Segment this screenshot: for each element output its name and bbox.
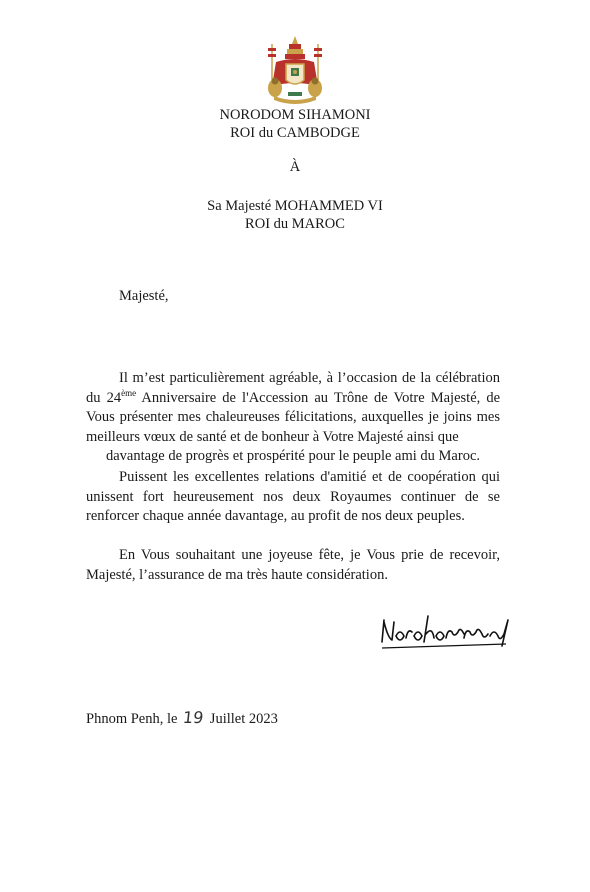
paragraph-1-text <box>86 369 500 447</box>
recipient-name: Sa Majesté MOHAMMED VI <box>207 198 383 214</box>
month-year: Juillet 2023 <box>209 711 278 727</box>
place-prefix: Phnom Penh, le <box>86 711 178 727</box>
handwritten-signature <box>376 612 526 656</box>
sender-name: NORODOM SIHAMONI <box>219 107 371 123</box>
paragraph-3-text: En Vous souhaitant une joyeuse fête, je Vous prie de recevoir, Majesté, l’assurance de ma très haute considération. <box>86 547 500 583</box>
recipient-title: ROI du MAROC <box>245 216 345 232</box>
handwritten-day: 19 <box>182 708 205 727</box>
paragraph-2-text: Puissent les excellentes relations d'amitié et de coopération qui unissent fort heureusement nos deux Royaumes continuer de se renforcer chaque année davantage, au profit de nos deux peuples. <box>86 469 500 524</box>
royal-coat-of-arms-icon <box>262 34 328 106</box>
address-to-mark: À <box>289 159 301 175</box>
paragraph-1-part-b: Anniversaire de l'Accession au Trône de Votre Majesté, de Vous présenter mes chaleureuses félicitations, auxquelles je joins mes meilleurs vœux de santé et de bonheur à Votre Majesté ainsi que <box>86 389 501 445</box>
salutation: Majesté, <box>119 288 169 304</box>
paragraph-1-last-line: davantage de progrès et prospérité pour le peuple ami du Maroc. <box>105 448 481 464</box>
ordinal-suffix: ème <box>121 387 137 398</box>
paragraph-relations <box>86 468 500 527</box>
sender-title: ROI du CAMBODGE <box>230 125 360 141</box>
paragraph-1-part-a: Il m’est particulièrement agréable, à l’occasion de la célébration du 24 <box>86 370 500 406</box>
recipient-block <box>0 197 590 233</box>
paragraph-closing <box>86 546 500 585</box>
sender-block <box>0 106 590 142</box>
place-and-date <box>86 708 278 728</box>
paragraph-congratulations <box>86 369 500 467</box>
